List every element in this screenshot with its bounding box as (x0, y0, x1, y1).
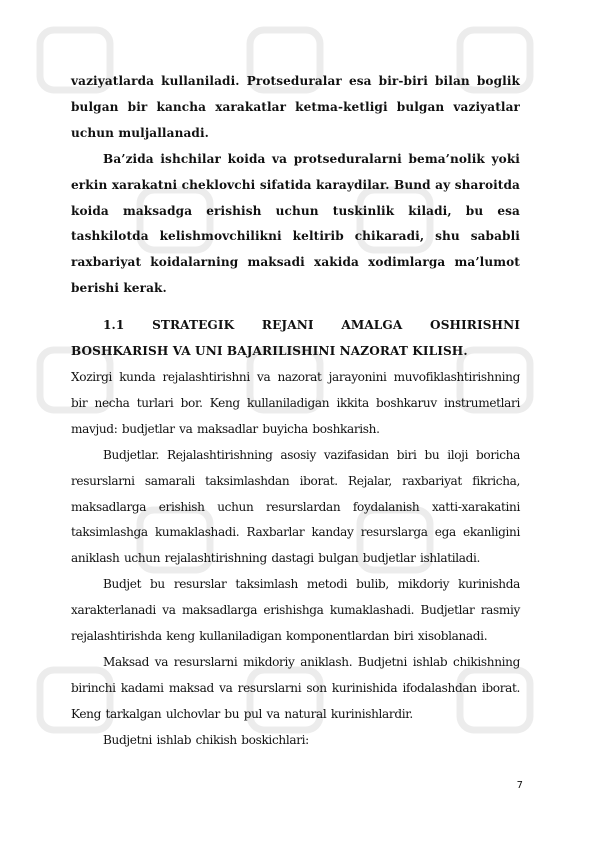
paragraph-7: Budjetni ishlab chikish boskichlari: (103, 732, 309, 747)
paragraph-4: Budjetlar. Rejalashtirishning asosiy vazifasidan biri bu iloji boricha resurslarni samarali taksimlashdan iborat. Rejalar, raxbariyat fikricha, maksadlarga erishish uchun resurslardan foydalanish xatti-xarakatini taksimlashga kumaklashadi. Raxbarlar kanday resurslarga ega ekanligini aniklash uchun rejalashtirishning dastagi bulgan budjetlar ishlatiladi. (71, 447, 520, 566)
paragraph-2: Ba’zida ishchilar koida va protseduralarni bema’nolik yoki erkin xarakatni cheklovchi sifatida karaydilar. Bund ay sharoitda koida maksadga erishish uchun tuskinlik kiladi, bu esa tashkilotda kelishmovchilikni keltirib chikaradi, shu sababli raxbariyat koidalarning maksadi xakida xodimlarga ma’lumot berishi kerak. (71, 151, 520, 296)
paragraph-1: vaziyatlarda kullaniladi. Protseduralar esa bir-biri bilan boglik bulgan bir kancha xarakatlar ketma-ketligi bulgan vaziyatlar uchun muljallanadi. (71, 74, 520, 140)
section-heading: 1.1 STRATEGIK REJANI AMALGA OSHIRISHNI BOSHKARISH VA UNI BAJARILISHINI NAZORAT KILISH. (71, 318, 520, 359)
paragraph-5: Budjet bu resurslar taksimlash metodi bulib, mikdoriy kurinishda xarakterlanadi va maksadlarga erishishga kumaklashadi. Budjetlar rasmiy rejalashtirishda keng kullaniladigan komponentlardan biri xisoblanadi. (71, 577, 520, 644)
paragraph-6: Maksad va resurslarni mikdoriy aniklash. Budjetni ishlab chikishning birinchi kadami maksad va resurslarni son kurinishida ifodalashdan iborat. Keng tarkalgan ulchovlar bu pul va natural kurinishlardir. (71, 654, 520, 721)
page-number: 7 (516, 780, 523, 791)
paragraph-3: Xozirgi kunda rejalashtirishni va nazorat jarayonini muvofiklashtirishning bir necha turlari bor. Keng kullaniladigan ikkita boshkaruv instrumetlari mavjud: budjetlar va maksadlar buyicha boshkarish. (71, 369, 520, 436)
page-content (71, 69, 520, 754)
